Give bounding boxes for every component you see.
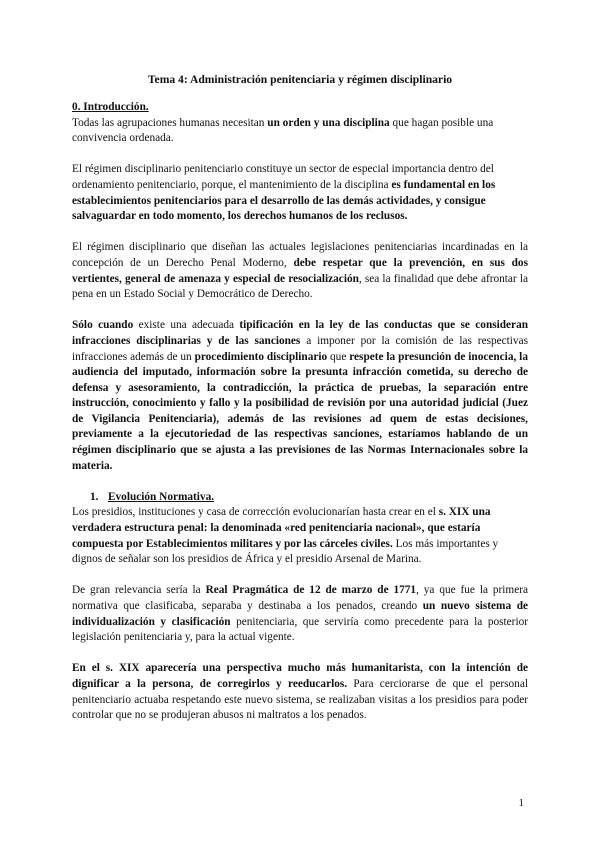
section-number: 1. <box>90 490 99 503</box>
paragraph-7: En el s. XIX aparecería una perspectiva mucho más humanitarista, con la intención de dignificar a la persona, de corregirlos y reeducarlos. Para cerciorarse de que el personal penitenciario actuaba respetando este nuevo sistema, se realizaban visitas a los presidios para poder controlar que no se produjeran abusos ni maltratos a los penados. <box>72 662 528 722</box>
document-body <box>72 100 528 739</box>
paragraph-3: El régimen disciplinario que diseñan las actuales legislaciones penitenciarias incardinadas en la concepción de un Derecho Penal Moderno, debe respetar que la prevención, en sus dos vertientes, general de amenaza y especial de resocialización, sea la finalidad que debe afrontar la pena en un Estado Social y Democrático de Derecho. <box>72 241 528 301</box>
paragraph-2: El régimen disciplinario penitenciario constituye un sector de especial importancia dentro del ordenamiento penitenciario, porque, el mantenimiento de la disciplina es fundamental en los establecimientos penitenciarios para el desarrollo de las demás actividades, y consigue salvaguardar en todo momento, los derechos humanos de los reclusos. <box>72 163 496 223</box>
page-number: 1 <box>518 797 524 809</box>
paragraph-6: De gran relevancia sería la Real Pragmática de 12 de marzo de 1771, ya que fue la primera normativa que clasificaba, separaba y destinaba a los penados, creando un nuevo sistema de individualización y clasificación penitenciaria, que serviría como precedente para la posterior legislación penitenciaria y, para la actual vigente. <box>72 584 528 644</box>
document-title: Tema 4: Administración penitenciaria y régimen disciplinario <box>147 73 453 86</box>
paragraph-1: Todas las agrupaciones humanas necesitan un orden y una disciplina que hagan posible una convivencia ordenada. <box>72 116 494 145</box>
paragraph-4: Sólo cuando existe una adecuada tipificación en la ley de las conductas que se consideran infracciones disciplinarias y de las sanciones a imponer por la comisión de las respectivas infracciones además de un procedimiento disciplinario que respete la presunción de inocencia, la audiencia del imputado, información sobre la presunta infracción cometida, su derecho de defensa y asesoramiento, la contradicción, la práctica de pruebas, la separación entre instrucción, conocimiento y fallo y la posibilidad de revisión por una autoridad judicial (Juez de Vigilancia Penitenciaria), además de las revisiones ad quem de estas decisiones, previamente a la ejecutoriedad de las respectivas sanciones, estaríamos hablando de un régimen disciplinario que se ajusta a las previsiones de las Normas Internacionales sobre la materia. <box>72 319 529 472</box>
paragraph-5: Los presidios, instituciones y casa de corrección evolucionarían hasta crear en el s. XIX una verdadera estructura penal: la denominada «red penitenciaria nacional», que estaría compuesta por Establecimientos militares y por las cárceles civiles. Los más importantes y dignos de señalar son los presidios de África y el presidio Arsenal de Marina. <box>72 506 499 566</box>
section-heading-introduction: 0. Introducción. <box>72 101 149 113</box>
section-title: Evolución Normativa. <box>108 490 215 503</box>
section-heading-evolucion <box>72 490 528 506</box>
